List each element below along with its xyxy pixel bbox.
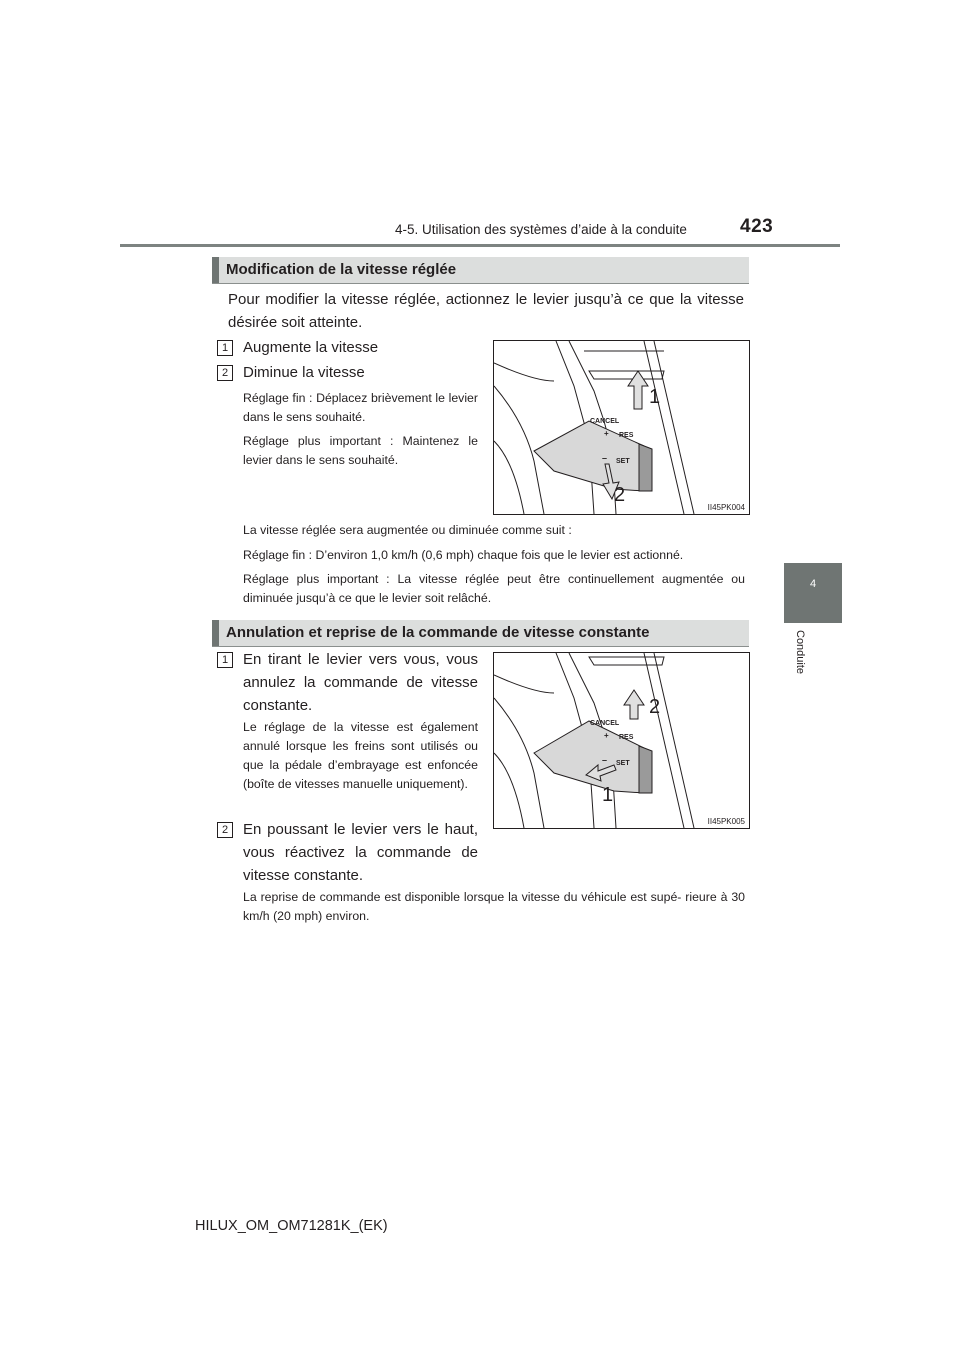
chapter-label [792, 630, 810, 690]
section1-para-2: Réglage fin : D’environ 1,0 km/h (0,6 mph) chaque fois que le levier est actionné. [243, 548, 684, 562]
figure-code: II45PK004 [707, 503, 745, 512]
lever-set-label: SET [616, 458, 630, 465]
item-text: Diminue la vitesse [243, 364, 365, 381]
item-text: En poussant le levier vers le haut, vous réactivez la commande de vitesse constante. [243, 821, 478, 884]
heading-bar [212, 257, 219, 283]
item-text: Augmente la vitesse [243, 339, 379, 356]
lever-illustration [494, 341, 749, 514]
section1-rule [212, 283, 749, 284]
lever-plus-label: + [604, 429, 609, 438]
lever-set-label: SET [616, 760, 630, 767]
section2-rule [212, 646, 749, 647]
section2-heading-text: Annulation et reprise de la commande de vitesse constante [226, 624, 650, 641]
figure-lever-speed-adjust [493, 340, 750, 515]
callout-up: 2 [649, 696, 661, 718]
arrow-up-icon [628, 371, 648, 409]
note-fine-adjust: Réglage fin : Déplacez brièvement le levier dans le sens souhaité. [243, 391, 478, 424]
lever-res-label: RES [619, 734, 634, 741]
section1-heading-text: Modification de la vitesse réglée [226, 261, 457, 278]
figure-code: II45PK005 [707, 817, 745, 826]
item2-note: La reprise de commande est disponible lorsque la vitesse du véhicule est supé- rieure à 30 km/h (20 mph) environ. [243, 890, 745, 923]
lever-minus-label: – [602, 755, 608, 765]
lever-cancel-label: CANCEL [590, 720, 620, 727]
section2-heading [212, 620, 749, 646]
header-divider [120, 244, 840, 247]
lever-illustration [494, 653, 749, 828]
chapter-number: 4 [809, 578, 817, 590]
chapter-label-text: Conduite [794, 630, 806, 675]
chapter-tab [784, 563, 842, 623]
lever-minus-label: – [602, 453, 608, 463]
item-number: 1 [217, 652, 233, 668]
heading-bar [212, 620, 219, 646]
item1-note: Le réglage de la vitesse est également annulé lorsque les freins sont utilisés ou que la pédale d’embrayage est enfoncée (boîte de vitesses manuelle uniquement). [243, 720, 478, 791]
callout-down: 2 [614, 484, 626, 506]
header-section-title: 4-5. Utilisation des systèmes d’aide à la conduite [395, 222, 687, 237]
callout-down: 1 [602, 784, 614, 806]
callout-up: 1 [649, 386, 661, 408]
item-number: 2 [217, 365, 233, 381]
item-text: En tirant le levier vers vous, vous annulez la commande de vitesse constante. [243, 651, 478, 714]
section1-para-1: La vitesse réglée sera augmentée ou diminuée comme suit : [243, 523, 572, 537]
section1-heading [212, 257, 749, 283]
document-code: HILUX_OM_OM71281K_(EK) [195, 1218, 388, 1234]
item-number: 1 [217, 340, 233, 356]
page-number: 423 [740, 216, 774, 237]
lever-res-label: RES [619, 432, 634, 439]
item-number: 2 [217, 822, 233, 838]
section1-intro: Pour modifier la vitesse réglée, actionnez le levier jusqu’à ce que la vitesse désirée soit atteinte. [228, 291, 744, 331]
lever-cancel-label: CANCEL [590, 418, 620, 425]
section1-para-3: Réglage plus important : La vitesse réglée peut être continuellement augmentée ou diminuée jusqu’à ce que le levier soit relâché. [243, 572, 745, 605]
lever-plus-label: + [604, 731, 609, 740]
note-major-adjust: Réglage plus important : Maintenez le levier dans le sens souhaité. [243, 434, 478, 467]
figure-lever-cancel-resume [493, 652, 750, 829]
arrow-up-icon [624, 690, 644, 719]
